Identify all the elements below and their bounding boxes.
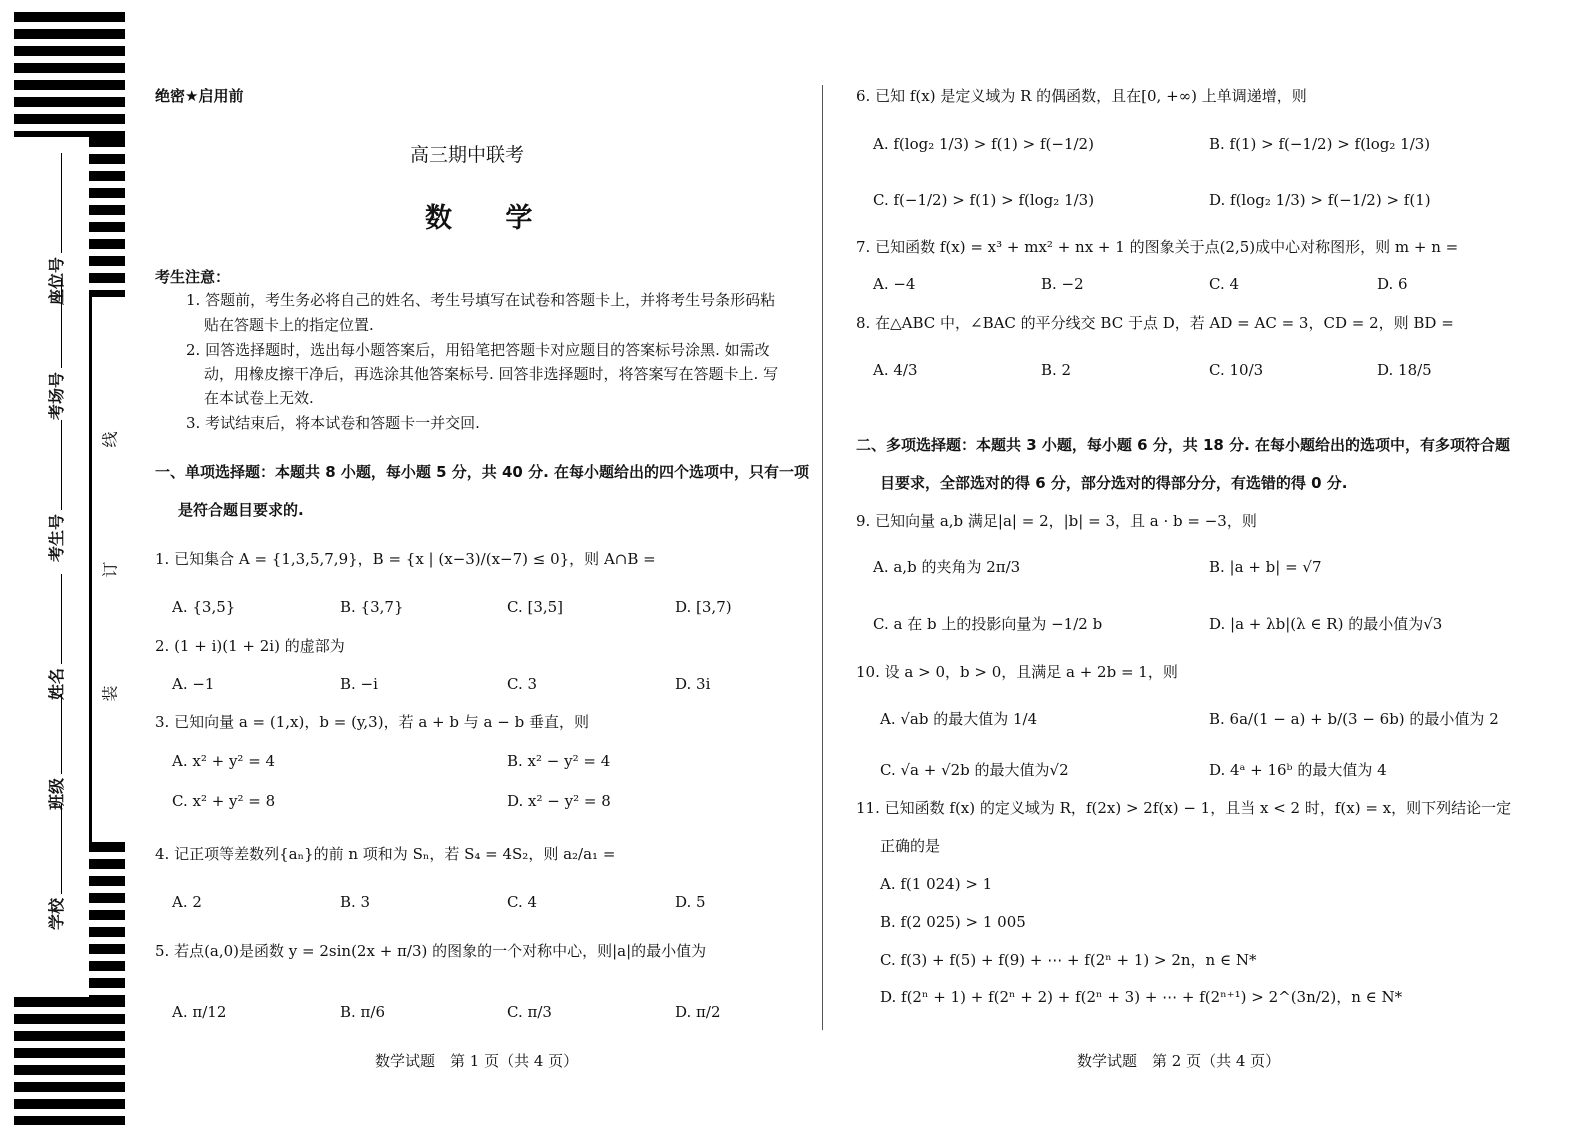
question-8: 8. 在△ABC 中，∠BAC 的平分线交 BC 于点 D，若 AD = AC = 3，CD = 2，则 BD = [856,314,1454,332]
question-2: 2. (1 + i)(1 + 2i) 的虚部为 [155,637,345,655]
q2-option-c: C. 3 [507,675,538,693]
section2-heading-cont: 目要求，全部选对的得 6 分，部分选对的得部分分，有选错的得 0 分. [880,474,1348,492]
q9-option-b: B. |a + b| = √7 [1209,558,1322,576]
q8-option-a: A. 4/3 [873,361,918,379]
q8-option-d: D. 18/5 [1377,361,1432,379]
strip-band-bottom-wide [14,997,125,1125]
q1-option-b: B. {3,7} [340,598,404,616]
q11-option-c: C. f(3) + f(5) + f(9) + ⋯ + f(2ⁿ + 1) > 2n，n ∈ N* [880,951,1257,969]
question-9: 9. 已知向量 a,b 满足|a| = 2，|b| = 3，且 a · b = −3，则 [856,512,1257,530]
q7-option-c: C. 4 [1209,275,1240,293]
q9-option-c: C. a 在 b 上的投影向量为 −1/2 b [873,615,1103,633]
q9-option-d: D. |a + λb|(λ ∈ R) 的最小值为√3 [1209,615,1443,633]
question-4: 4. 记正项等差数列{aₙ}的前 n 项和为 Sₙ，若 S₄ = 4S₂，则 a₂/a₁ = [155,845,616,863]
strip-bar [14,46,125,56]
q1-option-a: A. {3,5} [172,598,236,616]
exam-name: 高三期中联考 [410,144,525,166]
q6-option-a: A. f(log₂ 1/3) > f(1) > f(−1/2) [873,135,1094,153]
q10-option-d: D. 4ᵃ + 16ᵇ 的最大值为 4 [1209,761,1387,779]
question-11: 11. 已知函数 f(x) 的定义域为 R，f(2x) > 2f(x) − 1，且当 x < 2 时，f(x) = x，则下列结论一定 [856,799,1512,817]
subject-title: 数 学 [425,203,555,234]
q8-option-b: B. 2 [1041,361,1072,379]
strip-band-top [89,137,125,297]
secret-mark: 绝密★启用前 [155,87,244,105]
section1-heading-cont: 是符合题目要求的. [178,501,304,519]
q4-option-a: A. 2 [172,893,202,911]
q6-option-b: B. f(1) > f(−1/2) > f(log₂ 1/3) [1209,135,1431,153]
q3-option-c: C. x² + y² = 8 [172,792,276,810]
q3-option-d: D. x² − y² = 8 [507,792,611,810]
question-7: 7. 已知函数 f(x) = x³ + mx² + nx + 1 的图象关于点(2,5)成中心对称图形，则 m + n = [856,238,1459,256]
q4-option-b: B. 3 [340,893,371,911]
seat-number-label: 座位号 [44,153,67,305]
notice-line: 在本试卷上无效. [204,389,314,407]
q5-option-a: A. π/12 [172,1003,227,1021]
q2-option-b: B. −i [340,675,378,693]
strip-bar [14,29,125,39]
q10-option-a: A. √ab 的最大值为 1/4 [880,710,1038,728]
q7-option-d: D. 6 [1377,275,1408,293]
strip-bar [14,114,125,124]
strip-band-bottom [89,842,125,997]
q5-option-b: B. π/6 [340,1003,386,1021]
q3-option-a: A. x² + y² = 4 [172,752,276,770]
class-label: 班级 [44,694,67,810]
notice-line: 动，用橡皮擦干净后，再选涂其他答案标号. 回答非选择题时，将答案写在答题卡上. 写 [204,365,779,383]
q5-option-c: C. π/3 [507,1003,552,1021]
q11-option-d: D. f(2ⁿ + 1) + f(2ⁿ + 2) + f(2ⁿ + 3) + ⋯ + f(2ⁿ⁺¹) > 2^(3n/2)，n ∈ N* [880,988,1403,1006]
q11-option-b: B. f(2 025) > 1 005 [880,913,1026,931]
page-2-footer: 数学试题 第 2 页（共 4 页） [1077,1052,1281,1070]
notice-line: 1. 答题前，考生务必将自己的姓名、考生号填写在试卷和答题卡上，并将考生号条形码粘 [186,291,776,309]
name-label: 姓名 [44,574,67,700]
q10-option-b: B. 6a/(1 − a) + b/(3 − 6b) 的最小值为 2 [1209,710,1499,728]
question-3: 3. 已知向量 a = (1,x)，b = (y,3)，若 a + b 与 a − b 垂直，则 [155,713,589,731]
q10-option-c: C. √a + √2b 的最大值为√2 [880,761,1069,779]
notice-line: 2. 回答选择题时，选出每小题答案后，用铅笔把答题卡对应题目的答案标号涂黑. 如需改 [186,341,770,359]
q7-option-a: A. −4 [873,275,916,293]
q11-option-a: A. f(1 024) > 1 [880,875,993,893]
section2-heading: 二、多项选择题：本题共 3 小题，每小题 6 分，共 18 分. 在每小题给出的选项中，有多项符合题 [856,436,1511,454]
q2-option-a: A. −1 [172,675,215,693]
q1-option-d: D. [3,7) [675,598,732,616]
question-5: 5. 若点(a,0)是函数 y = 2sin(2x + π/3) 的图象的一个对称中心，则|a|的最小值为 [155,942,707,960]
strip-bar [14,12,125,22]
question-10: 10. 设 a > 0，b > 0，且满足 a + 2b = 1，则 [856,663,1178,681]
binding-staple-char: 订 [100,561,120,578]
notice-title: 考生注意： [155,268,231,286]
strip-bar [14,80,125,90]
q4-option-c: C. 4 [507,893,538,911]
notice-line: 贴在答题卡上的指定位置. [204,316,374,334]
binding-line-char: 线 [100,431,120,448]
question-11-cont: 正确的是 [880,837,941,855]
q7-option-b: B. −2 [1041,275,1084,293]
page-divider [822,85,823,1030]
q2-option-d: D. 3i [675,675,711,693]
q1-option-c: C. [3,5] [507,598,564,616]
binding-bind-char: 装 [100,685,120,702]
q6-option-d: D. f(log₂ 1/3) > f(−1/2) > f(1) [1209,191,1431,209]
q9-option-a: A. a,b 的夹角为 2π/3 [873,558,1021,576]
q5-option-d: D. π/2 [675,1003,721,1021]
q6-option-c: C. f(−1/2) > f(1) > f(log₂ 1/3) [873,191,1095,209]
school-label: 学校 [44,804,67,930]
page-1-footer: 数学试题 第 1 页（共 4 页） [375,1052,579,1070]
strip-bar [14,97,125,107]
section1-heading: 一、单项选择题：本题共 8 小题，每小题 5 分，共 40 分. 在每小题给出的四个选项中，只有一项 [155,463,810,481]
q3-option-b: B. x² − y² = 4 [507,752,611,770]
q8-option-c: C. 10/3 [1209,361,1264,379]
strip-line [89,297,92,842]
exam-room-label: 考场号 [44,278,67,420]
strip-bar [14,63,125,73]
student-id-label: 考生号 [44,420,67,562]
q4-option-d: D. 5 [675,893,706,911]
question-6: 6. 已知 f(x) 是定义域为 R 的偶函数，且在[0, +∞) 上单调递增，则 [856,87,1307,105]
notice-line: 3. 考试结束后，将本试卷和答题卡一并交回. [186,414,480,432]
question-1: 1. 已知集合 A = {1,3,5,7,9}，B = {x | (x−3)/(x−7) ≤ 0}，则 A∩B = [155,550,656,568]
